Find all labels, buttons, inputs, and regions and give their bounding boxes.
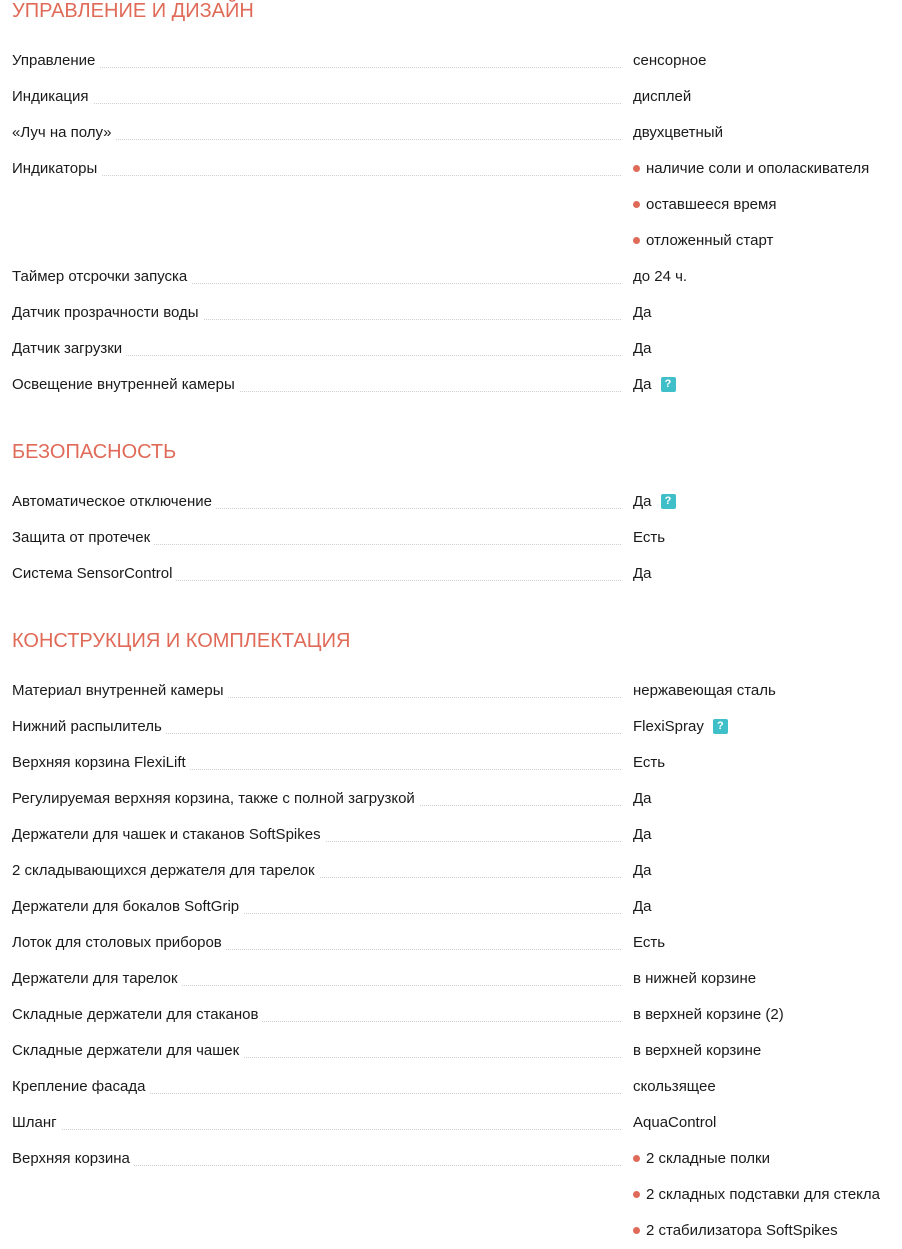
spec-value: Да [633, 565, 652, 582]
spec-value-text: Да [633, 493, 652, 510]
spec-label: Крепление фасада [12, 1069, 149, 1105]
spec-value: нержавеющая сталь [633, 682, 776, 699]
spec-row-floor-beam [12, 115, 902, 151]
spec-row [12, 889, 902, 925]
list-item-text: 2 складных подставки для стекла [646, 1186, 880, 1203]
spec-value: Да [633, 826, 652, 843]
spec-value-list-item [633, 1213, 838, 1249]
spec-value-list-item [633, 1177, 880, 1213]
spec-label: Держатели для бокалов SoftGrip [12, 889, 243, 925]
spec-label: Датчик загрузки [12, 331, 126, 367]
spec-row [12, 817, 902, 853]
spec-row [12, 781, 902, 817]
spec-row-upper-basket [12, 1141, 902, 1177]
spec-value: Есть [633, 529, 666, 546]
spec-value [633, 484, 676, 520]
spec-row [12, 709, 902, 745]
spec-row [12, 961, 902, 997]
bullet-icon [633, 165, 640, 172]
spec-value-list-item [633, 151, 869, 187]
list-item-text: оставшееся время [646, 196, 777, 213]
section-title-safety: БЕЗОПАСНОСТЬ [12, 441, 177, 463]
spec-row [12, 997, 902, 1033]
spec-row-leak-protection [12, 520, 902, 556]
dotted-leader [12, 1129, 621, 1130]
spec-value: Да [633, 340, 652, 357]
spec-value: сенсорное [633, 52, 707, 69]
spec-value: Да [633, 898, 652, 915]
spec-label: Регулируемая верхняя корзина, также с полной загрузкой [12, 781, 419, 817]
list-item-text: 2 стабилизатора SoftSpikes [646, 1222, 838, 1239]
spec-value-list-item [633, 223, 773, 259]
spec-row-interior-light [12, 367, 902, 403]
spec-value: AquaControl [633, 1114, 717, 1131]
spec-label: Складные держатели для стаканов [12, 997, 262, 1033]
dotted-leader [12, 103, 621, 104]
list-item-text: отложенный старт [646, 232, 774, 249]
spec-label: «Луч на полу» [12, 115, 116, 151]
spec-row-control [12, 43, 902, 79]
spec-label: Управление [12, 43, 99, 79]
spec-value-text: Да [633, 376, 652, 393]
help-icon[interactable]: ? [661, 494, 676, 509]
spec-label: Датчик прозрачности воды [12, 295, 203, 331]
section-title-control-design: УПРАВЛЕНИЕ И ДИЗАЙН [12, 0, 254, 22]
spec-row [12, 925, 902, 961]
dotted-leader [12, 67, 621, 68]
help-icon[interactable]: ? [661, 377, 676, 392]
spec-value: Да [633, 862, 652, 879]
bullet-icon [633, 1227, 640, 1234]
spec-label: 2 складывающихся держателя для тарелок [12, 853, 319, 889]
list-item-text: 2 складные полки [646, 1150, 770, 1167]
spec-value: дисплей [633, 88, 692, 105]
spec-label: Держатели для тарелок [12, 961, 182, 997]
spec-row-load-sensor [12, 331, 902, 367]
spec-row-indication [12, 79, 902, 115]
spec-label: Система SensorControl [12, 556, 176, 592]
spec-label: Держатели для чашек и стаканов SoftSpikes [12, 817, 325, 853]
spec-row [12, 1105, 902, 1141]
spec-label: Освещение внутренней камеры [12, 367, 239, 403]
spec-label: Складные держатели для чашек [12, 1033, 243, 1069]
spec-value: Да [633, 790, 652, 807]
spec-value: двухцветный [633, 124, 723, 141]
spec-row [12, 853, 902, 889]
spec-value: в верхней корзине [633, 1042, 762, 1059]
spec-row-sensorcontrol [12, 556, 902, 592]
spec-value-list-item [633, 1141, 770, 1177]
bullet-icon [633, 1155, 640, 1162]
spec-value [633, 367, 676, 403]
spec-row [12, 1069, 902, 1105]
spec-row [12, 745, 902, 781]
spec-value: в верхней корзине (2) [633, 1006, 784, 1023]
spec-label: Верхняя корзина [12, 1141, 134, 1177]
bullet-icon [633, 201, 640, 208]
spec-value: Есть [633, 934, 666, 951]
section-title-construction: КОНСТРУКЦИЯ И КОМПЛЕКТАЦИЯ [12, 630, 351, 652]
spec-value: скользящее [633, 1078, 716, 1095]
spec-label: Шланг [12, 1105, 61, 1141]
spec-value [633, 709, 728, 745]
spec-value-text: FlexiSpray [633, 718, 704, 735]
spec-value: Да [633, 304, 652, 321]
spec-label: Верхняя корзина FlexiLift [12, 745, 190, 781]
dotted-leader [12, 175, 621, 176]
spec-label: Защита от протечек [12, 520, 154, 556]
spec-row [12, 673, 902, 709]
spec-label: Индикаторы [12, 151, 101, 187]
spec-value-list-item [633, 187, 776, 223]
spec-row-water-sensor [12, 295, 902, 331]
spec-label: Таймер отсрочки запуска [12, 259, 191, 295]
help-icon[interactable]: ? [713, 719, 728, 734]
bullet-icon [633, 237, 640, 244]
spec-row [12, 1033, 902, 1069]
list-item-text: наличие соли и ополаскивателя [646, 160, 870, 177]
spec-label: Индикация [12, 79, 93, 115]
spec-label: Материал внутренней камеры [12, 673, 227, 709]
spec-label: Автоматическое отключение [12, 484, 216, 520]
bullet-icon [633, 1191, 640, 1198]
spec-value: в нижней корзине [633, 970, 757, 987]
spec-row-indicators [12, 151, 902, 187]
spec-row-delay-timer [12, 259, 902, 295]
spec-value: до 24 ч. [633, 268, 688, 285]
spec-row-auto-off [12, 484, 902, 520]
spec-value: Есть [633, 754, 666, 771]
spec-label: Нижний распылитель [12, 709, 166, 745]
spec-label: Лоток для столовых приборов [12, 925, 226, 961]
